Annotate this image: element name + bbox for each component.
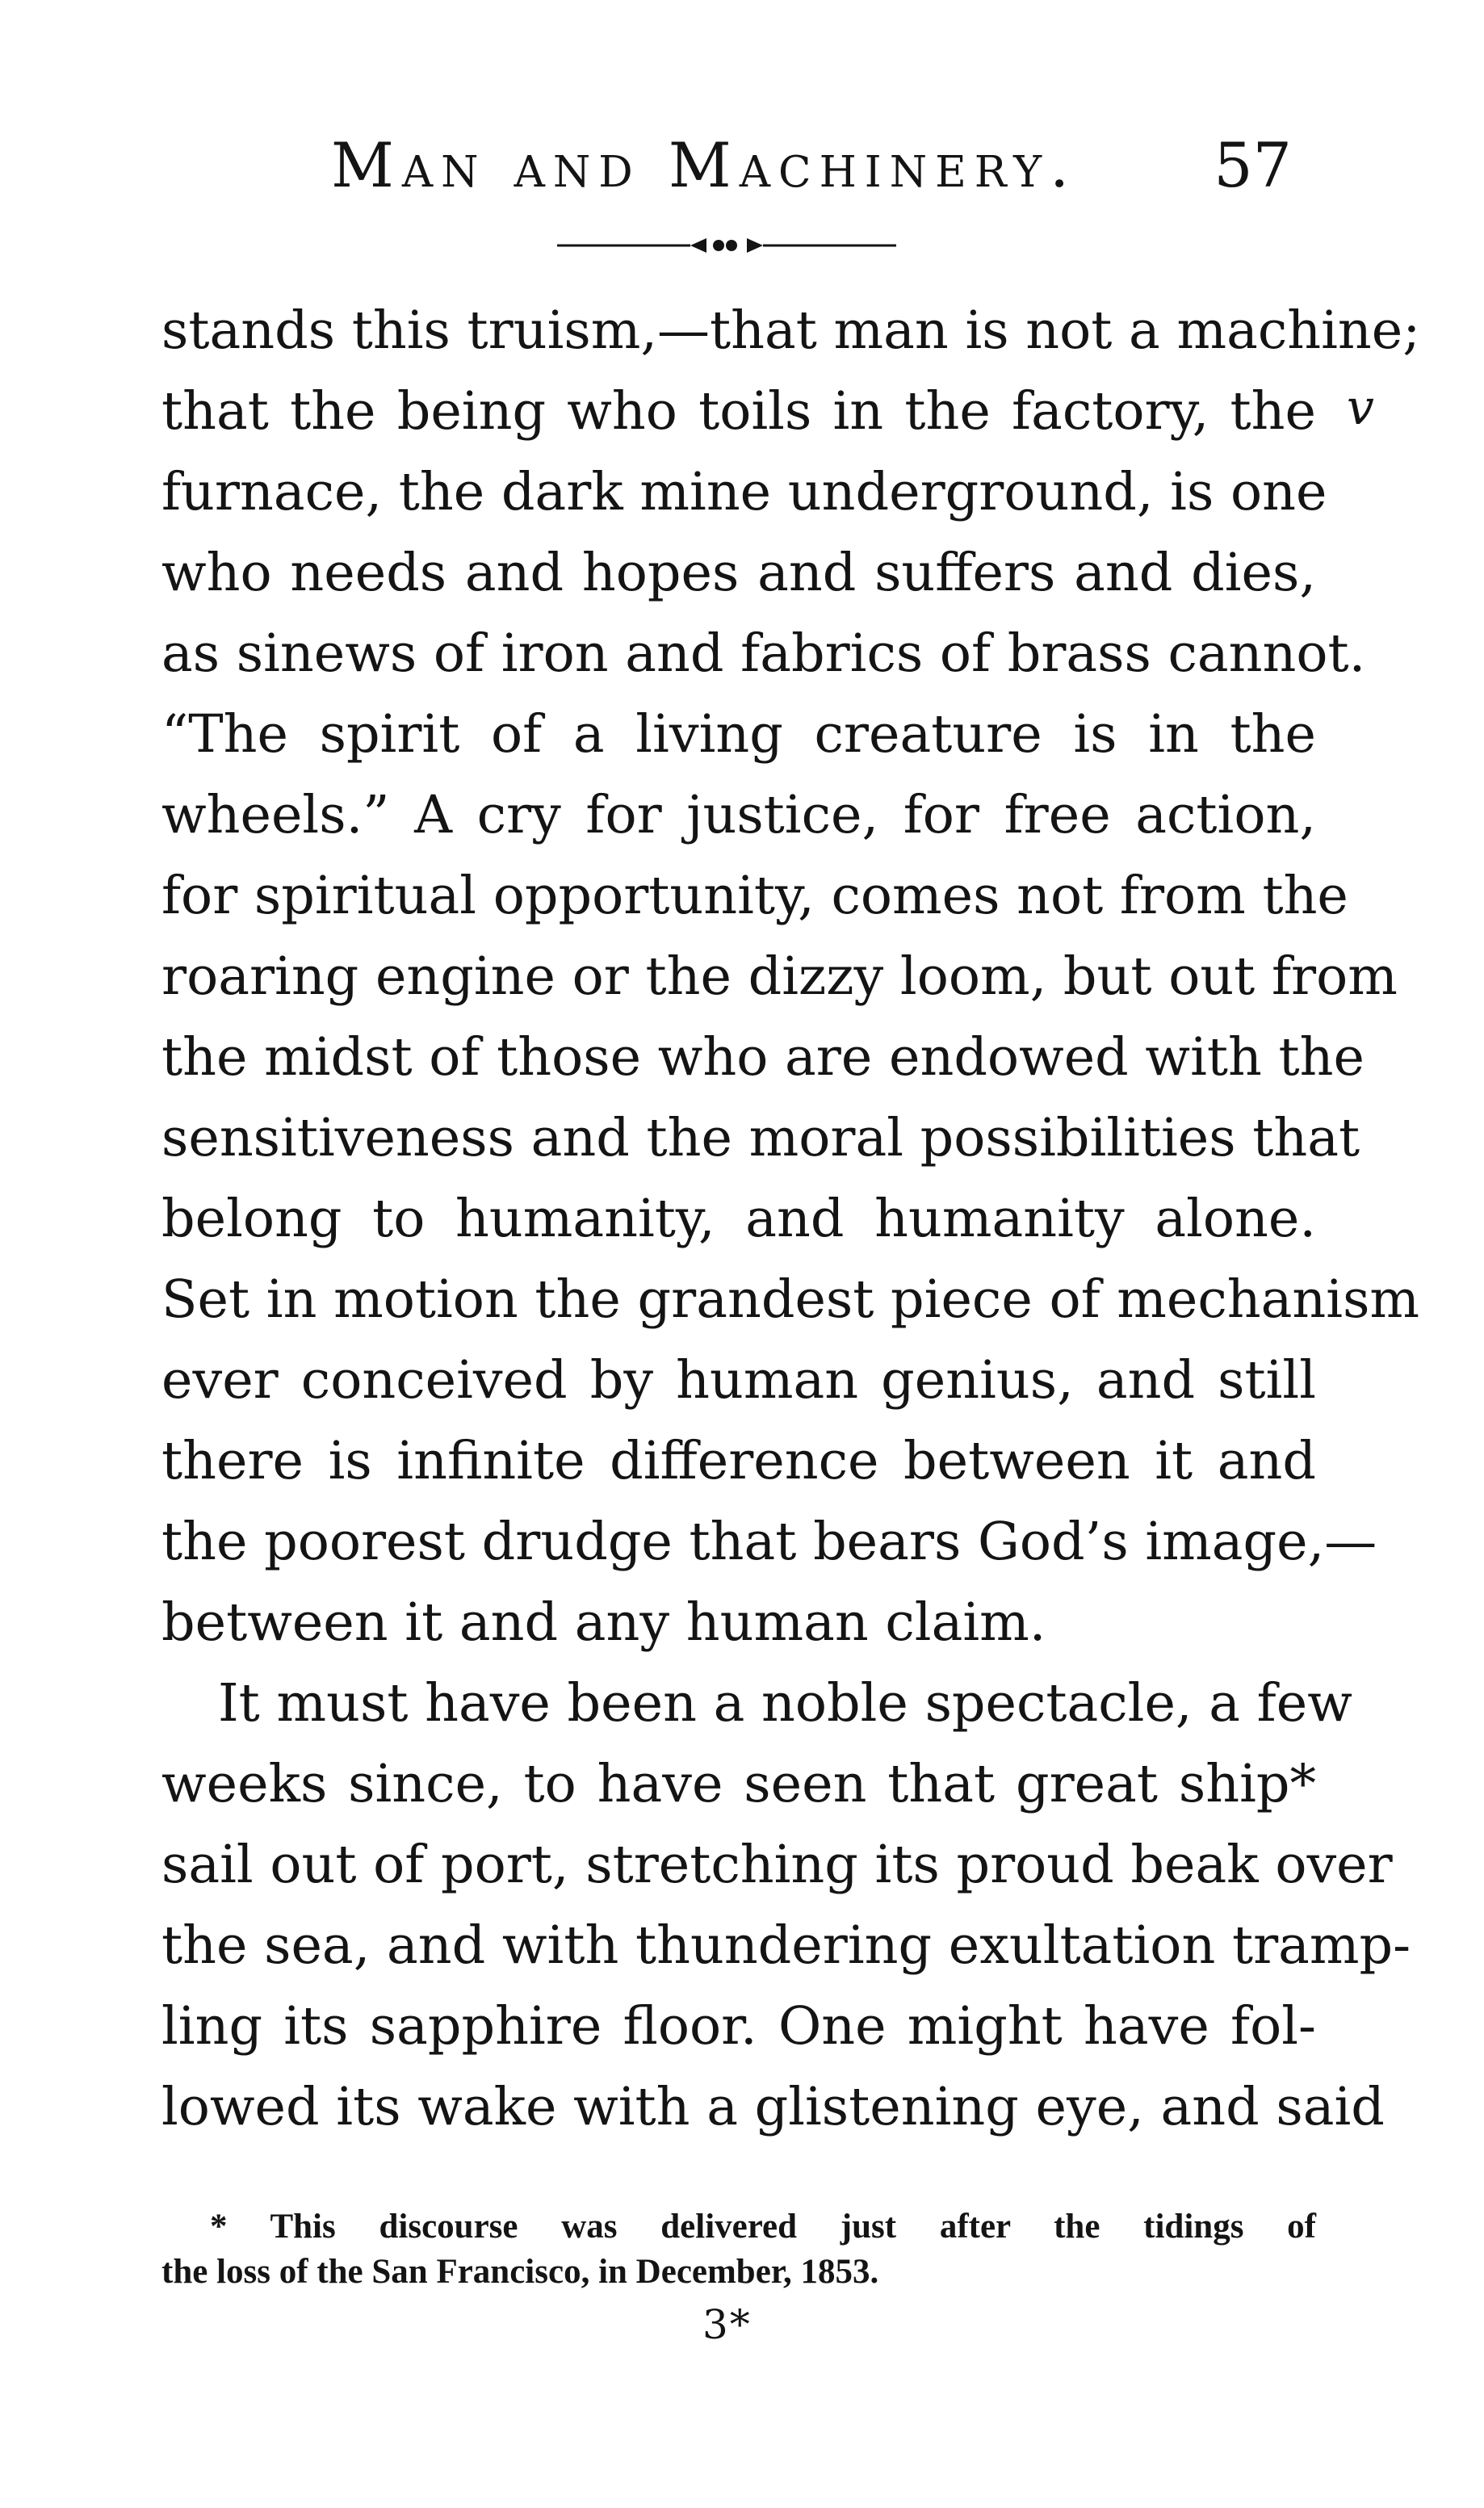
footnote-line: * This discourse was delivered just after the tidings of	[210, 2208, 1316, 2246]
text-line: weeks since, to have seen that great ship*	[161, 1754, 1316, 1814]
body-text	[161, 291, 1421, 2148]
text-line: the poorest drudge that bears God’s image,—	[161, 1512, 1377, 1572]
text-line: lowed its wake with a glistening eye, and said	[161, 2077, 1385, 2137]
text-line: who needs and hopes and suffers and dies,	[161, 543, 1316, 603]
header-ornament	[557, 236, 896, 255]
running-title: Man and Machinery.	[331, 129, 1078, 201]
text-line: the midst of those who are endowed with the	[161, 1027, 1365, 1088]
text-line: for spiritual opportunity, comes not from the	[161, 866, 1348, 926]
signature-mark: 3*	[702, 2301, 752, 2348]
text-line: between it and any human claim.	[161, 1592, 1046, 1653]
page-header	[161, 121, 1316, 218]
text-line: roaring engine or the dizzy loom, but out from	[161, 946, 1398, 1007]
text-line: sensitiveness and the moral possibilities that	[161, 1108, 1360, 1168]
footnote-line: the loss of the San Francisco, in December, 1853.	[161, 2253, 879, 2291]
text-line: wheels.” A cry for justice, for free action,	[161, 785, 1316, 845]
text-line: furnace, the dark mine underground, is one	[161, 462, 1327, 522]
text-line: ling its sapphire floor. One might have fol-	[161, 1996, 1316, 2057]
text-line: ever conceived by human genius, and still	[161, 1350, 1316, 1411]
text-line: “The spirit of a living creature is in the	[161, 704, 1316, 765]
margin-tick-mark: v	[1347, 380, 1374, 436]
text-line: It must have been a noble spectacle, a few	[218, 1673, 1352, 1734]
text-line: as sinews of iron and fabrics of brass cannot.	[161, 623, 1366, 684]
text-line: belong to humanity, and humanity alone.	[161, 1189, 1316, 1249]
text-line: that the being who toils in the factory, the	[161, 381, 1316, 442]
text-line: stands this truism,—that man is not a machine;	[161, 300, 1421, 361]
text-line: sail out of port, stretching its proud beak over	[161, 1835, 1393, 1895]
text-line: there is infinite difference between it and	[161, 1431, 1316, 1491]
page-number: 57	[1214, 129, 1292, 201]
text-line: Set in motion the grandest piece of mechanism	[161, 1269, 1420, 1330]
text-line: the sea, and with thundering exultation tramp-	[161, 1915, 1411, 1976]
footnote	[161, 2204, 1316, 2295]
